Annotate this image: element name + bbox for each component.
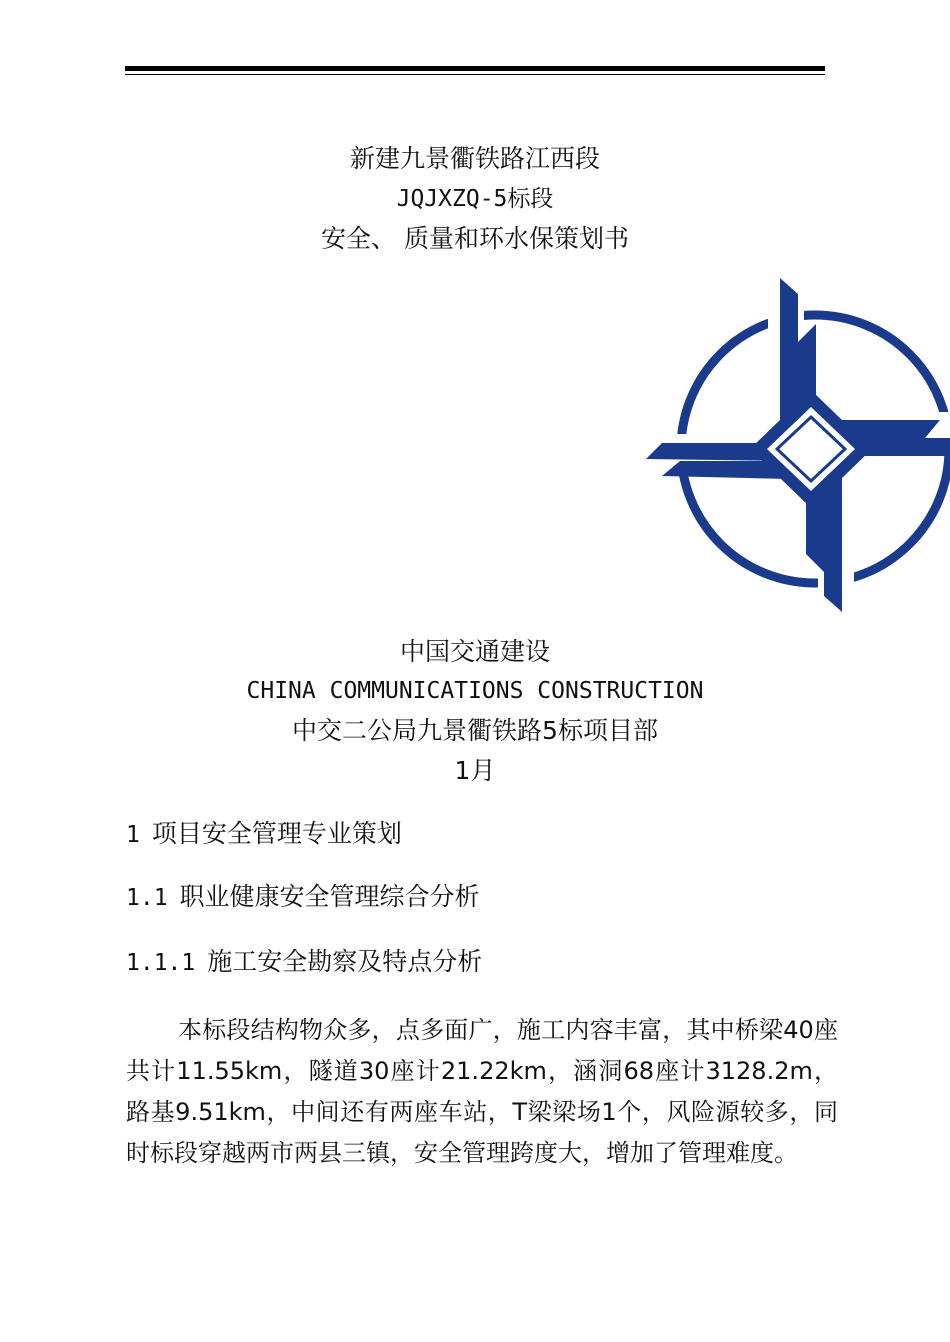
section-number: 1 [126, 822, 140, 848]
section-heading-1-1 [126, 881, 480, 914]
header-rule-thin [125, 74, 825, 75]
document-date: 1月 [454, 756, 496, 785]
company-name-cn: 中国交通建设 [399, 637, 550, 666]
header-rule-thick [125, 66, 825, 71]
section-number: 1.1.1 [126, 950, 196, 976]
section-number: 1.1 [126, 885, 168, 911]
section-title: 施工安全勘察及特点分析 [207, 947, 483, 976]
company-name-en: CHINA COMMUNICATIONS CONSTRUCTION [246, 678, 704, 704]
cover-title-line1: 新建九景衢铁路江西段 [349, 144, 600, 173]
section-heading-1 [126, 818, 402, 851]
china-communications-construction-logo-icon [640, 272, 950, 618]
section-title: 职业健康安全管理综合分析 [179, 882, 480, 911]
cover-title-line2: JQJXZQ-5标段 [396, 186, 554, 212]
cover-title-line3: 安全、 质量和环水保策划书 [321, 224, 629, 253]
section-title: 项目安全管理专业策划 [151, 819, 402, 848]
project-department: 中交二公局九景衢铁路5标项目部 [292, 716, 658, 745]
body-paragraph: 本标段结构物众多，点多面广，施工内容丰富，其中桥梁40座共计11.55km，隧道30座计21.22km，涵洞68座计3128.2m，路基9.51km，中间还有两座车站，T梁梁场1个，风险源较多，同时标段穿越两市两县三镇，安全管理跨度大，增加了管理难度。 [126, 1016, 838, 1167]
section-heading-1-1-1 [126, 946, 482, 979]
